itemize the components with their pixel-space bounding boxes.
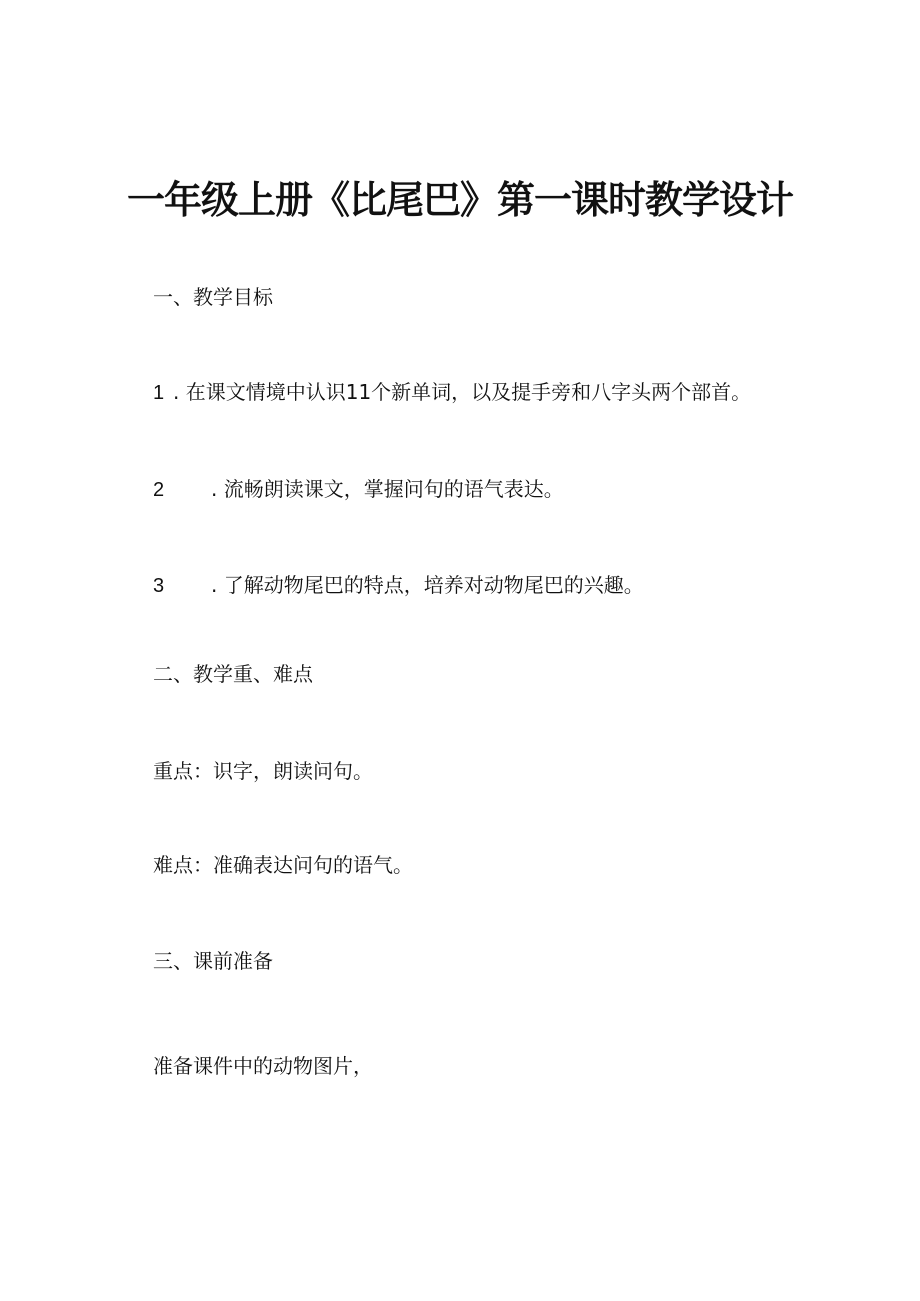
goal-text: . 了解动物尾巴的特点，培养对动物尾巴的兴趣。: [211, 573, 644, 597]
preparation-text: 准备课件中的动物图片，: [153, 1054, 373, 1078]
document-title: 一年级上册《比尾巴》第一课时教学设计: [126, 178, 793, 222]
difficulty-point: 难点：准确表达问句的语气。: [153, 853, 413, 877]
section-heading-goals: 一、教学目标: [153, 285, 273, 309]
goal-text: . 流畅朗读课文，掌握问句的语气表达。: [211, 477, 564, 501]
goal-item-2: [153, 474, 564, 505]
goal-item-3: [153, 570, 644, 601]
key-point: 重点：识字，朗读问句。: [153, 759, 373, 783]
goal-item-1: [153, 377, 751, 408]
goal-text: . 在课文情境中认识11个新单词，以及提手旁和八字头两个部首。: [173, 380, 752, 404]
goal-number: 3: [153, 575, 165, 597]
section-heading-preparation: 三、课前准备: [153, 949, 273, 973]
goal-number: 2: [153, 479, 165, 501]
section-heading-key-points: 二、教学重、难点: [153, 662, 313, 686]
goal-number: 1: [153, 382, 165, 404]
